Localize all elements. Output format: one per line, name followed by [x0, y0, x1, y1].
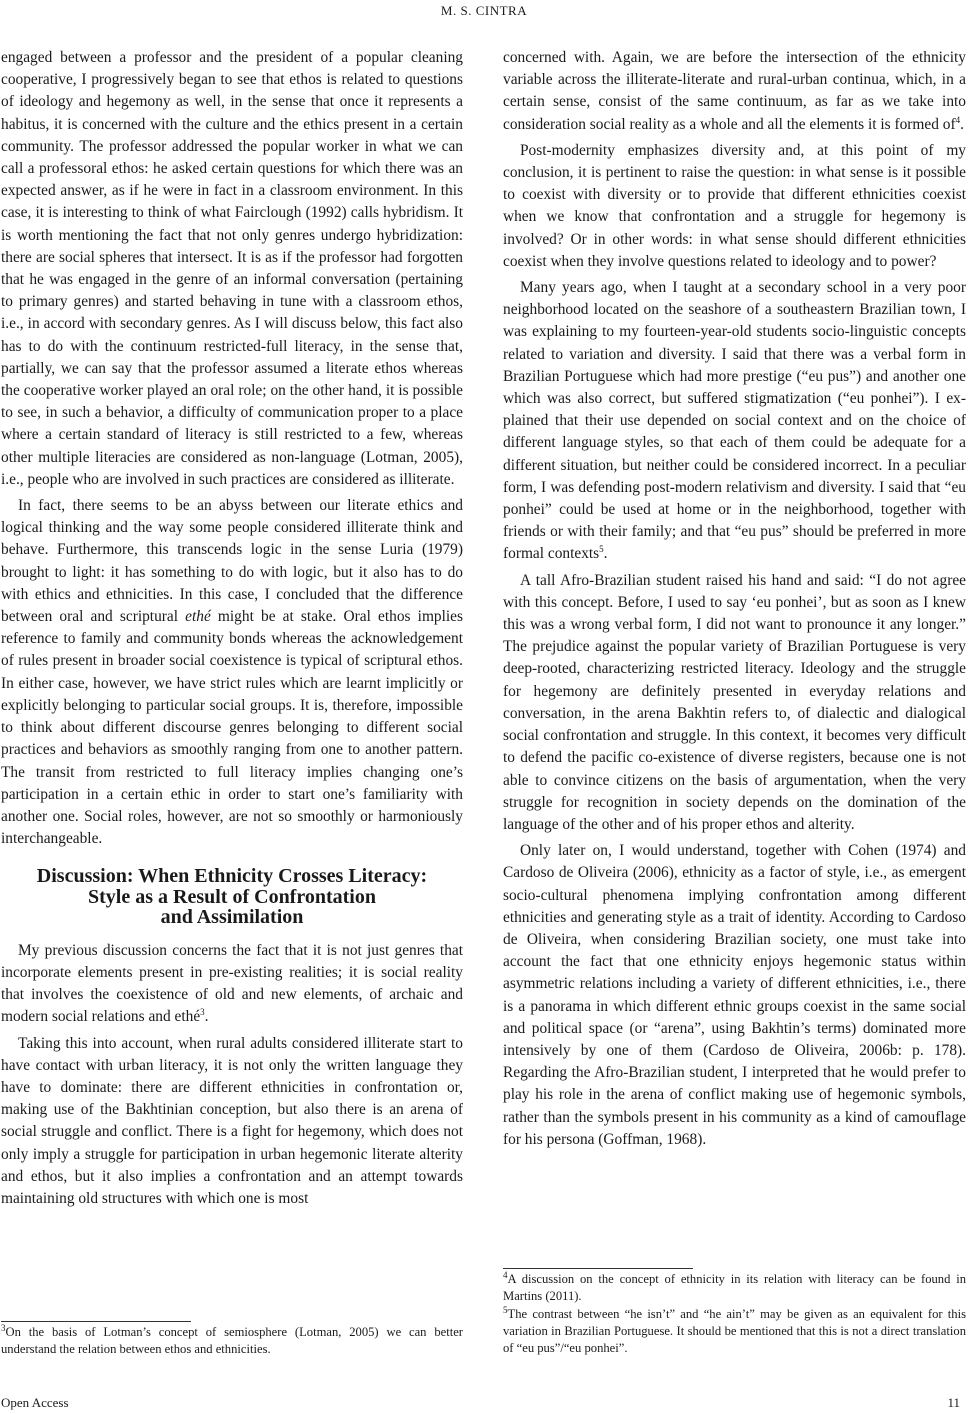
running-head: M. S. CINTRA: [440, 3, 528, 18]
text-run: In fact, there seems to be an abyss between our literate ethics and logical thinking and the way some people considered illiterate think and behave. Furthermore, this transcends logic in the sense Luria (1979) brought to light: it has something to do with logic, but it also has to do with ethics and ethnicities. In this case, I concluded that the difference between oral and scriptural: [1, 497, 463, 626]
heading-line: and Assimilation: [160, 906, 304, 929]
text-run: .: [603, 545, 608, 563]
footnote-text: On the basis of Lotman’s concept of semiosphere (Lotman, 2005) we can better understand the relation between ethos and ethnicities.: [1, 1325, 463, 1356]
footnote-5: [503, 1306, 966, 1357]
text-run: .: [204, 1008, 209, 1026]
footnote-ref[interactable]: 5: [599, 544, 604, 555]
body-paragraph: Only later on, I would understand, together with Cohen (1974) and Cardoso de Oliveira (2006), ethnicity as a factor of style, i.e., as emergent socio-cultural phenomena implying confrontation among different ethnicities and generating style as a trait of identity. According to Cardoso de Oliveira, when considering Brazilian society, one must take into account the fact that one ethnicity enjoys hegemonic status within asymmetric relations including a variety of different ethnicities, i.e., there is a panorama in which different ethnic groups coexist in the same social and political space (or “arena”, using Bakhtin’s terms) dominated more intensively by one of them (Cardoso de Oliveira, 2006b: p. 178). Regarding the Afro-Brazilian student, I interpreted that he would prefer to play his role in the arena of conflict making use of hegemonic symbols, rather than the symbols present in his community as a kind of camouflage for his persona (Goffman, 1968).: [503, 842, 966, 1148]
footnote-ref[interactable]: 4: [955, 114, 961, 125]
footnote-number: 5: [503, 1304, 508, 1315]
text-run: .: [960, 115, 964, 133]
footnote-number: 4: [503, 1269, 508, 1280]
section-heading: [1, 866, 463, 928]
page-number: 11: [947, 1395, 960, 1410]
body-paragraph: [1, 940, 463, 1029]
body-paragraph: [503, 277, 966, 566]
body-paragraph: [503, 47, 966, 136]
footer-open-access: Open Access: [1, 1395, 69, 1410]
right-column: [503, 47, 966, 1155]
footnote-text: A discussion on the concept of ethnicity in its relation with literacy can be found in Martins (2011).: [503, 1272, 966, 1303]
text-run: concerned with. Again, we are before the intersection of the ethnicity variable across the illiterate-literate and rural-urban continua, which, in a certain sense, consist of the same continuum, as far as we take into consideration social reality as a whole and all the elements it is formed of: [503, 49, 966, 133]
body-paragraph: A tall Afro-Brazilian student raised his hand and said: “I do not agree with this concept. Before, I used to say ‘eu ponhei’, but as soon as I knew this was a wrong verbal form, I did not want to pronounce it any longer.” The prejudice against the popular variety of Brazilian Portuguese is very deep-rooted, characterizing restricted literacy. Ideology and the struggle for hegemony are definitely presented in everyday relations and conversation, in the arena Bakhtin refers to, of dialectic and dialogical social confrontation and struggle. In this context, it becomes very difficult to defend the pacific co-existence of diverse registers, because one is not able to convince citizens on the basis of argumentation, when the very struggle for recognition in society depends on the domination of the language of the other and of his proper ethos and alterity.: [503, 571, 966, 833]
footnote-3: [1, 1324, 463, 1358]
body-paragraph: engaged between a professor and the president of a popular cleaning cooperative, I progressively began to see that ethos is related to questions of ideology and hegemony as well, in the sense that once it represents a habitus, it is concerned with the culture and the ethics present in a certain community. The professor addressed the popular worker in what we can call a professoral ethos: he asked certain questions for which there was an expected answer, as if he were in fact in a classroom environment. In this case, it is interesting to think of what Fairclough (1992) calls hybridism. It is worth mentioning the fact that not only genres undergo hybridization: there are social spheres that intersect. It is as if the professor had forgotten that he was engaged in the genre of an informal conversation (pertaining to primary genres) and started behaving in tune with a classroom ethos, i.e., in accord with secondary genres. As I will discuss below, this fact also has to do with the continuum restricted-full literacy, in the sense that, partially, we can say that the professor assumed a literate ethos whereas the cooperative worker played an oral role; on the other hand, it is possible to see, in such a behavior, a difficulty of communication proper to a place where a certain standard of literacy is still restricted to a few, whereas other multiple literacies are considered as non-language (Lotman, 2005), i.e., people who are involved in such practices are considered as illiterate.: [1, 49, 463, 488]
footnote-text: The contrast between “he isn’t” and “he ain’t” may be given as an equivalent for this variation in Brazilian Portuguese. It should be mentioned that this is not a direct translation of “eu pus”/“eu ponhei”.: [503, 1307, 966, 1355]
left-column: [1, 47, 463, 1214]
footnote-ref[interactable]: 3: [200, 1007, 205, 1018]
text-run: Many years ago, when I taught at a secondary school in a very poor neighborhood located on the seashore of a southeastern Brazilian town, I was explaining to my fourteen-year-old students socio-linguistic concepts related to variation and diversity. I said that there was a verbal form in Brazilian Portuguese which had more prestige (“eu pus”) and another one which was also correct, but suffered stigmatization (“eu ponhei”). I explained that their use depended on social context and on the choice of different language styles, so that each of them could be adequate for a different situation, but neither could be considered incorrect. In a peculiar form, I was defending post-modern relativism and diversity. I said that “eu ponhei” could be used at home or in the neighborhood, together with friends or with their family; and that “eu pus” should be preferred in more formal contexts: [503, 279, 966, 563]
heading-line: Discussion: When Ethnicity Crosses Literacy:: [36, 865, 428, 888]
footnote-rule: [1, 1321, 191, 1322]
footnote-4: [503, 1271, 966, 1305]
body-paragraph: Post-modernity emphasizes diversity and, at this point of my conclusion, it is pertinent to raise the question: in what sense is it possible to coexist with diversity or to provide that different ethnicities coexist when we know that confrontation and a struggle for hegemony is involved? Or in other words: in what sense should different ethnicities coexist when they involve questions related to ideology and to power?: [503, 141, 966, 270]
text-run: might be at stake. Oral ethos implies reference to family and community bonds whereas the acknowledgement of rules present in broader social coexistence is typical of scriptural ethos. In either case, however, we have strict rules which are learnt implicitly or explicitly belonging to particular social groups. It is, therefore, impossible to think about different discourse genres belonging to different social practices and behaviors as smoothly ranging from one to another pattern. The transit from restricted to full literacy implies changing one’s participation in a certain ethic in order to start one’s familiarity with another one. Social roles, however, are not so smoothly or harmoniously interchangeable.: [1, 608, 463, 848]
body-paragraph: [1, 495, 463, 850]
heading-line: Style as a Result of Confrontation: [88, 885, 376, 908]
italic-term: ethé: [185, 608, 211, 626]
text-run: My previous discussion concerns the fact that it is not just genres that incorporate elements present in pre-existing realities; it is social reality that involves the coexistence of old and new elements, of archaic and modern social relations and ethé: [1, 941, 463, 1026]
footnote-number: 3: [1, 1322, 6, 1333]
footnote-rule: [503, 1268, 693, 1269]
body-paragraph: Taking this into account, when rural adults considered illiterate start to have contact with urban literacy, it is not only the written language they have to dominate: there are different ethnicities in confrontation or, making use of the Bakhtinian conception, but also there is an arena of social struggle and conflict. There is a fight for hegemony, which does not only imply a struggle for participation in urban hegemonic literate alterity and ethos, but it also implies a confrontation and an attempt towards maintaining old structures with which one is most: [1, 1034, 463, 1208]
